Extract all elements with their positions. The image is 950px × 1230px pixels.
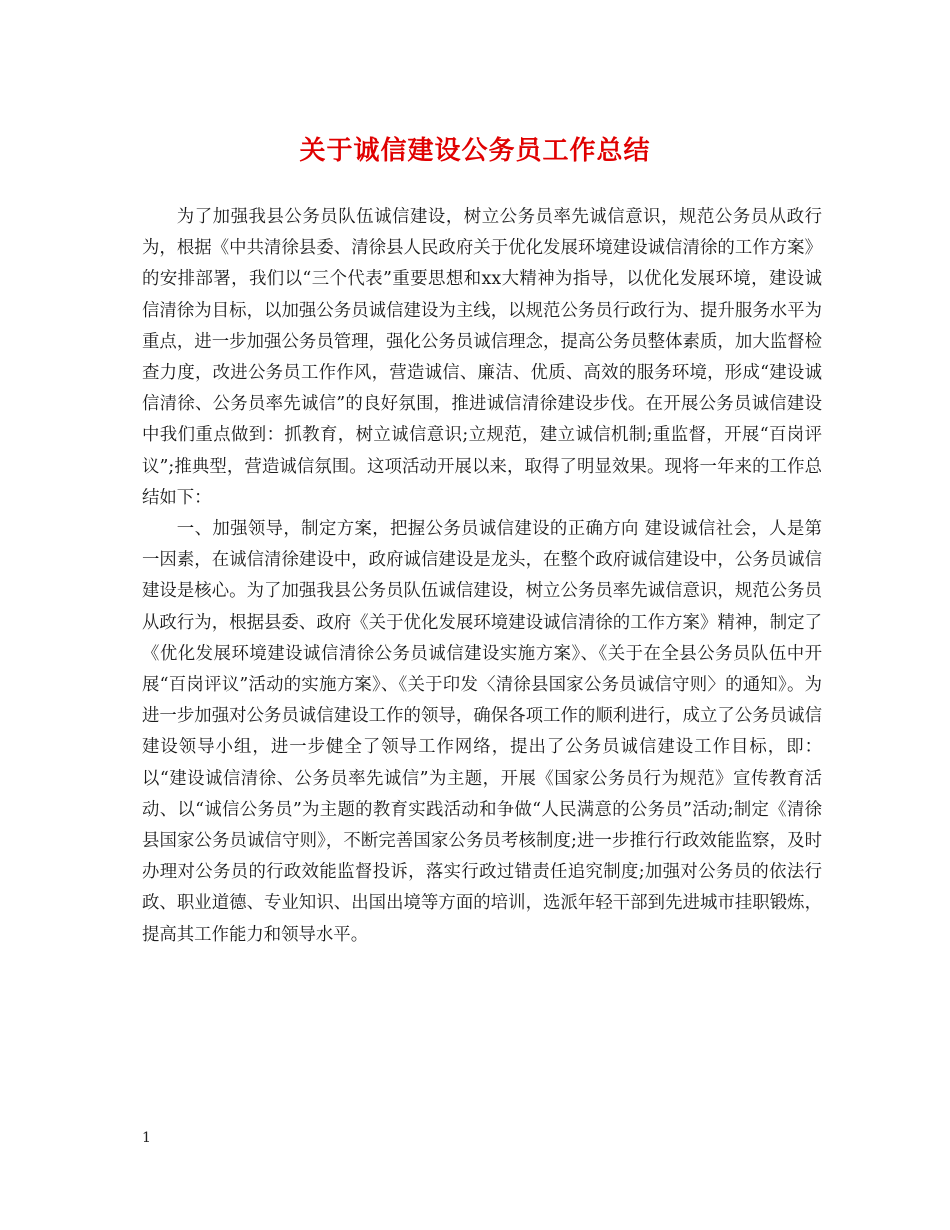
page-number: 1 [142,1130,151,1146]
document-title: 关于诚信建设公务员工作总结 [299,136,651,166]
paragraph-intro: 为了加强我县公务员队伍诚信建设，树立公务员率先诚信意识，规范公务员从政行为，根据《中共清徐县委、清徐县人民政府关于优化发展环境建设诚信清徐的工作方案》的安排部署，我们以“三个代表”重要思想和xx大精神为指导，以优化发展环境，建设诚信清徐为目标，以加强公务员诚信建设为主线，以规范公务员行政行为、提升服务水平为重点，进一步加强公务员管理，强化公务员诚信理念，提高公务员整体素质，加大监督检查力度，改进公务员工作作风，营造诚信、廉洁、优质、高效的服务环境，形成“建设诚信清徐、公务员率先诚信”的良好氛围，推进诚信清徐建设步伐。在开展公务员诚信建设中我们重点做到：抓教育，树立诚信意识;立规范，建立诚信机制;重监督，开展“百岗评议”;推典型，营造诚信氛围。这项活动开展以来，取得了明显效果。现将一年来的工作总结如下： [142,207,822,508]
paragraph-section-one: 一、加强领导，制定方案，把握公务员诚信建设的正确方向 建设诚信社会，人是第一因素，在诚信清徐建设中，政府诚信建设是龙头，在整个政府诚信建设中，公务员诚信建设是核心。为了加强我县公务员队伍诚信建设，树立公务员率先诚信意识，规范公务员从政行为，根据县委、政府《关于优化发展环境建设诚信清徐的工作方案》精神，制定了《优化发展环境建设诚信清徐公务员诚信建设实施方案》、《关于在全县公务员队伍中开展“百岗评议”活动的实施方案》、《关于印发〈清徐县国家公务员诚信守则〉的通知》。为进一步加强对公务员诚信建设工作的领导，确保各项工作的顺利进行，成立了公务员诚信建设领导小组，进一步健全了领导工作网络，提出了公务员诚信建设工作目标，即：以“建设诚信清徐、公务员率先诚信”为主题，开展《国家公务员行为规范》宣传教育活动、以“诚信公务员”为主题的教育实践活动和争做“人民满意的公务员”活动;制定《清徐县国家公务员诚信守则》，不断完善国家公务员考核制度;进一步推行行政效能监察，及时办理对公务员的行政效能监督投诉，落实行政过错责任追究制度;加强对公务员的依法行政、职业道德、专业知识、出国出境等方面的培训，选派年轻干部到先进城市挂职锻炼，提高其工作能力和领导水平。 [142,519,822,945]
document-body [142,202,822,951]
